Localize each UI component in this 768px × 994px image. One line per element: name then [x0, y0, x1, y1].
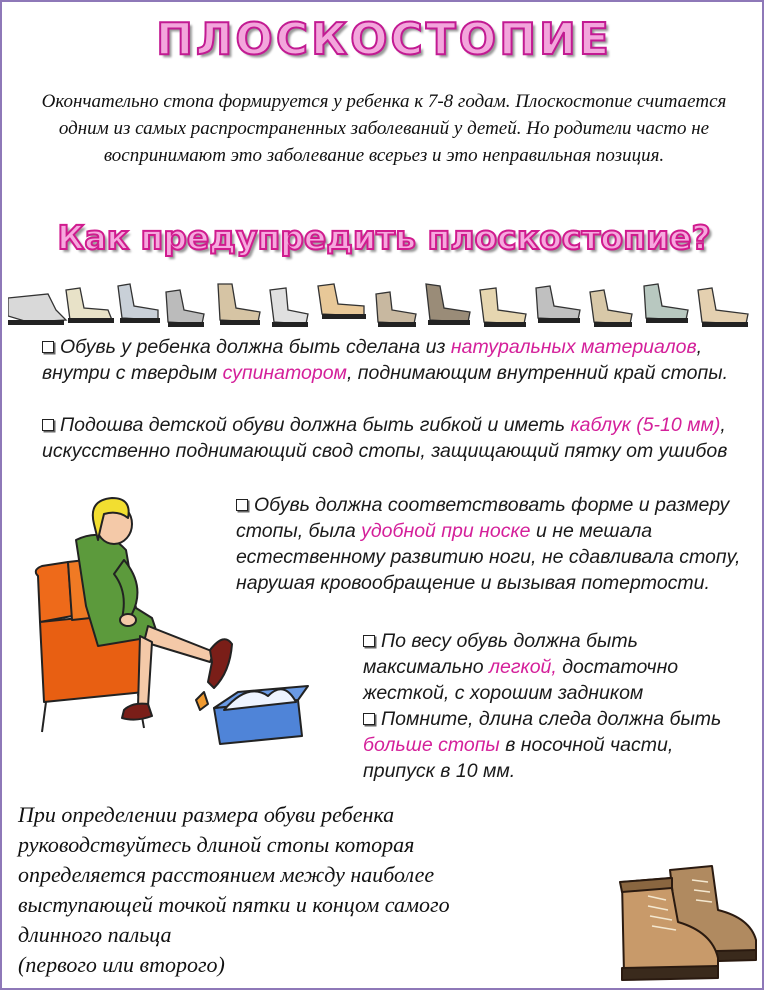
feet-border-icon — [8, 280, 762, 330]
tip-text: в носочной части, припуск в 10 мм. — [363, 734, 674, 782]
tip-text: , искусственно поднимающий свод стопы, защищающий пятку от ушибов — [42, 414, 728, 462]
closing-line: выступающей точкой пятки и концом самого — [18, 892, 450, 917]
checkbox-icon — [42, 341, 54, 353]
tip-text: достаточно жесткой, с хорошим задником — [363, 656, 679, 704]
closing-line: руководствуйтесь длиной стопы которая — [18, 832, 415, 857]
tip-text: По весу обувь должна быть максимально — [363, 630, 638, 678]
tip-weight — [363, 628, 743, 706]
tip-length — [363, 706, 743, 784]
tip-highlight: удобной при носке — [361, 520, 531, 542]
boot-icon — [600, 860, 760, 985]
tip-sole-heel — [42, 412, 732, 464]
tip-text: и не мешала естественному развитию ноги, не сдавливала стопу, нарушая кровообращение и вызывая потертости. — [236, 520, 741, 594]
tip-text: Обувь у ребенка должна быть сделана из — [60, 336, 451, 358]
checkbox-icon — [42, 419, 54, 431]
tip-text: , внутри с твердым — [42, 336, 703, 384]
tip-text: Подошва детской обуви должна быть гибкой и иметь — [60, 414, 571, 436]
tip-highlight: легкой, — [489, 656, 557, 678]
checkbox-icon — [363, 713, 375, 725]
tip-highlight: каблук (5-10 мм) — [570, 414, 721, 436]
closing-line: длинного пальца — [18, 922, 172, 947]
intro-paragraph: Окончательно стопа формируется у ребенка к 7-8 годам. Плоскостопие считается одним из самых распространенных заболеваний у детей. Но родители часто не воспринимают это заболевание всерьез и это неправильная позиция. — [41, 91, 727, 166]
closing-line: При определении размера обуви ребенка — [18, 802, 395, 827]
woman-chair-icon — [28, 496, 318, 746]
closing-line: (первого или второго) — [18, 952, 225, 977]
tip-text: Обувь должна соответствовать форме и размеру стопы, была — [236, 494, 730, 542]
tip-natural-materials — [42, 334, 732, 386]
closing-line: определяется расстоянием между наиболее — [18, 862, 435, 887]
tip-highlight: больше стопы — [363, 734, 500, 756]
tip-highlight: натуральных материалов — [450, 336, 697, 358]
checkbox-icon — [363, 635, 375, 647]
tip-highlight: супинатором — [222, 362, 347, 384]
section-subtitle: Как предупредить плоскостопие? — [57, 218, 711, 257]
page-title: ПЛОСКОСТОПИЕ — [156, 14, 612, 65]
tip-text: , поднимающим внутренний край стопы. — [346, 362, 729, 384]
tip-text: Помните, длина следа должна быть — [381, 708, 722, 730]
closing-paragraph — [18, 800, 578, 980]
